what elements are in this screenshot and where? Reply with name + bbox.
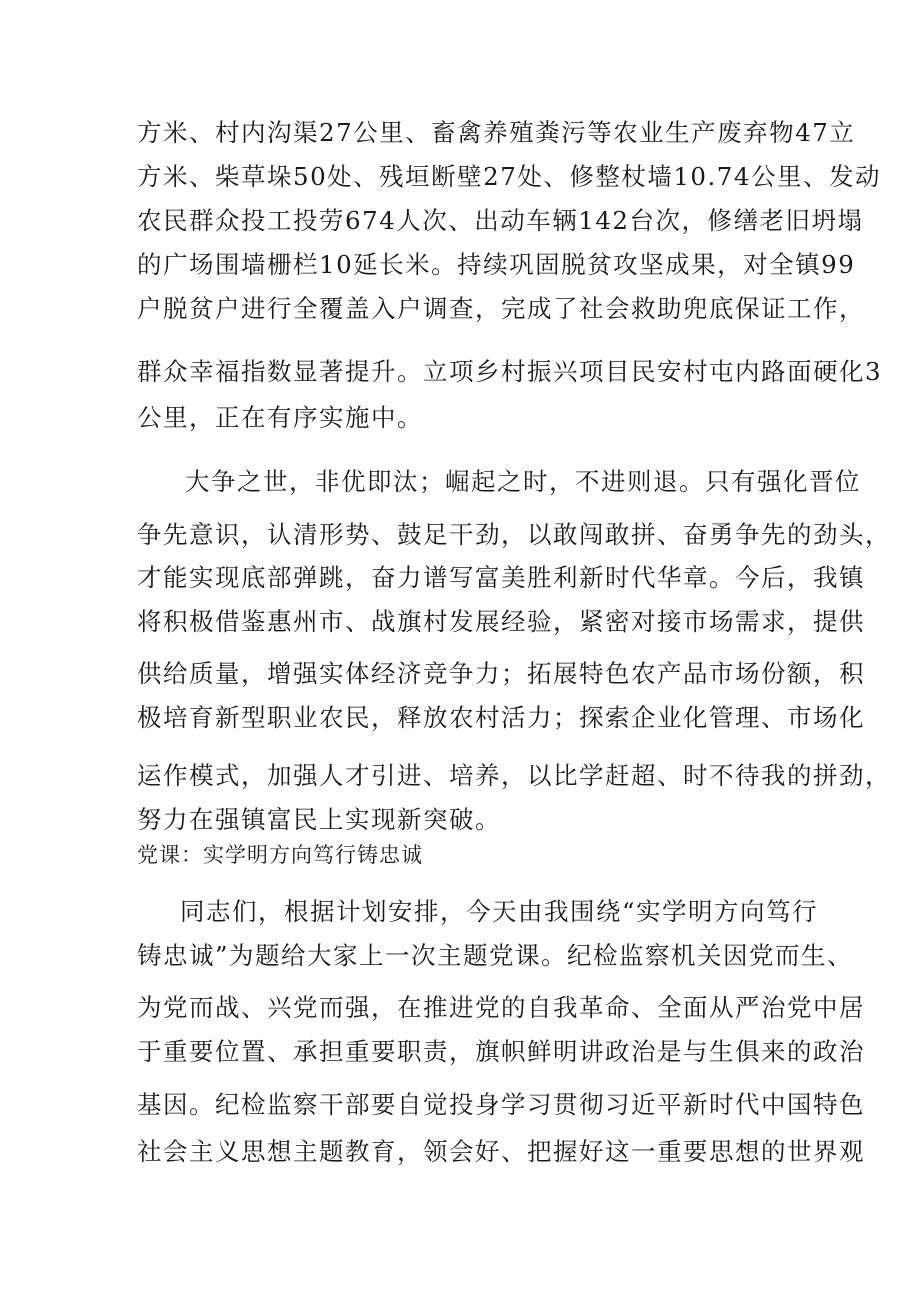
text-line: 公里，正在有序实施中。 bbox=[137, 403, 423, 432]
text-line: 极培育新型职业农民，释放农村活力；探索企业化管理、市场化 bbox=[137, 703, 865, 732]
text-line: 才能实现底部弹跳，奋力谱写富美胜利新时代华章。今后，我镇 bbox=[137, 563, 865, 592]
text-line: 户脱贫户进行全覆盖入户调查，完成了社会救助兜底保证工作， bbox=[137, 294, 865, 323]
text-line: 争先意识，认清形势、鼓足干劲，以敢闯敢拼、奋勇争先的劲头， bbox=[137, 520, 891, 549]
text-line: 将积极借鉴惠州市、战旗村发展经验，紧密对接市场需求，提供 bbox=[137, 607, 865, 636]
section-title: 党课：实学明方向笃行铸忠诚 bbox=[137, 843, 423, 867]
text-line: 社会主义思想主题教育，领会好、把握好这一重要思想的世界观 bbox=[137, 1137, 865, 1166]
text-line: 方米、柴草垛50处、残垣断壁27处、修整杖墙10.74公里、发动 bbox=[137, 162, 881, 191]
text-line: 努力在强镇富民上实现新突破。 bbox=[137, 805, 501, 834]
text-line: 基因。纪检监察干部要自觉投身学习贯彻习近平新时代中国特色 bbox=[137, 1090, 865, 1119]
text-line: 铸忠诚”为题给大家上一次主题党课。纪检监察机关因党而生、 bbox=[137, 941, 854, 970]
text-line: 群众幸福指数显著提升。立项乡村振兴项目民安村屯内路面硬化3 bbox=[137, 357, 883, 386]
text-line: 供给质量，增强实体经济竞争力；拓展特色农产品市场份额，积 bbox=[137, 659, 865, 688]
text-line: 同志们，根据计划安排，今天由我围绕“实学明方向笃行 bbox=[180, 897, 819, 926]
text-line: 为党而战、兴党而强，在推进党的自我革命、全面从严治党中居 bbox=[137, 993, 865, 1022]
text-line: 大争之世，非优即汰；崛起之时，不进则退。只有强化晋位 bbox=[185, 467, 861, 496]
text-line: 于重要位置、承担重要职责，旗帜鲜明讲政治是与生俱来的政治 bbox=[137, 1037, 865, 1066]
text-line: 运作模式，加强人才引进、培养，以比学赶超、时不待我的拼劲， bbox=[137, 761, 891, 790]
text-line: 农民群众投工投劳674人次、出动车辆142台次，修缮老旧坍塌 bbox=[137, 206, 864, 235]
text-line: 的广场围墙栅栏10延长米。持续巩固脱贫攻坚成果，对全镇99 bbox=[137, 250, 856, 279]
text-line: 方米、村内沟渠27公里、畜禽养殖粪污等农业生产废弃物47立 bbox=[137, 118, 856, 147]
